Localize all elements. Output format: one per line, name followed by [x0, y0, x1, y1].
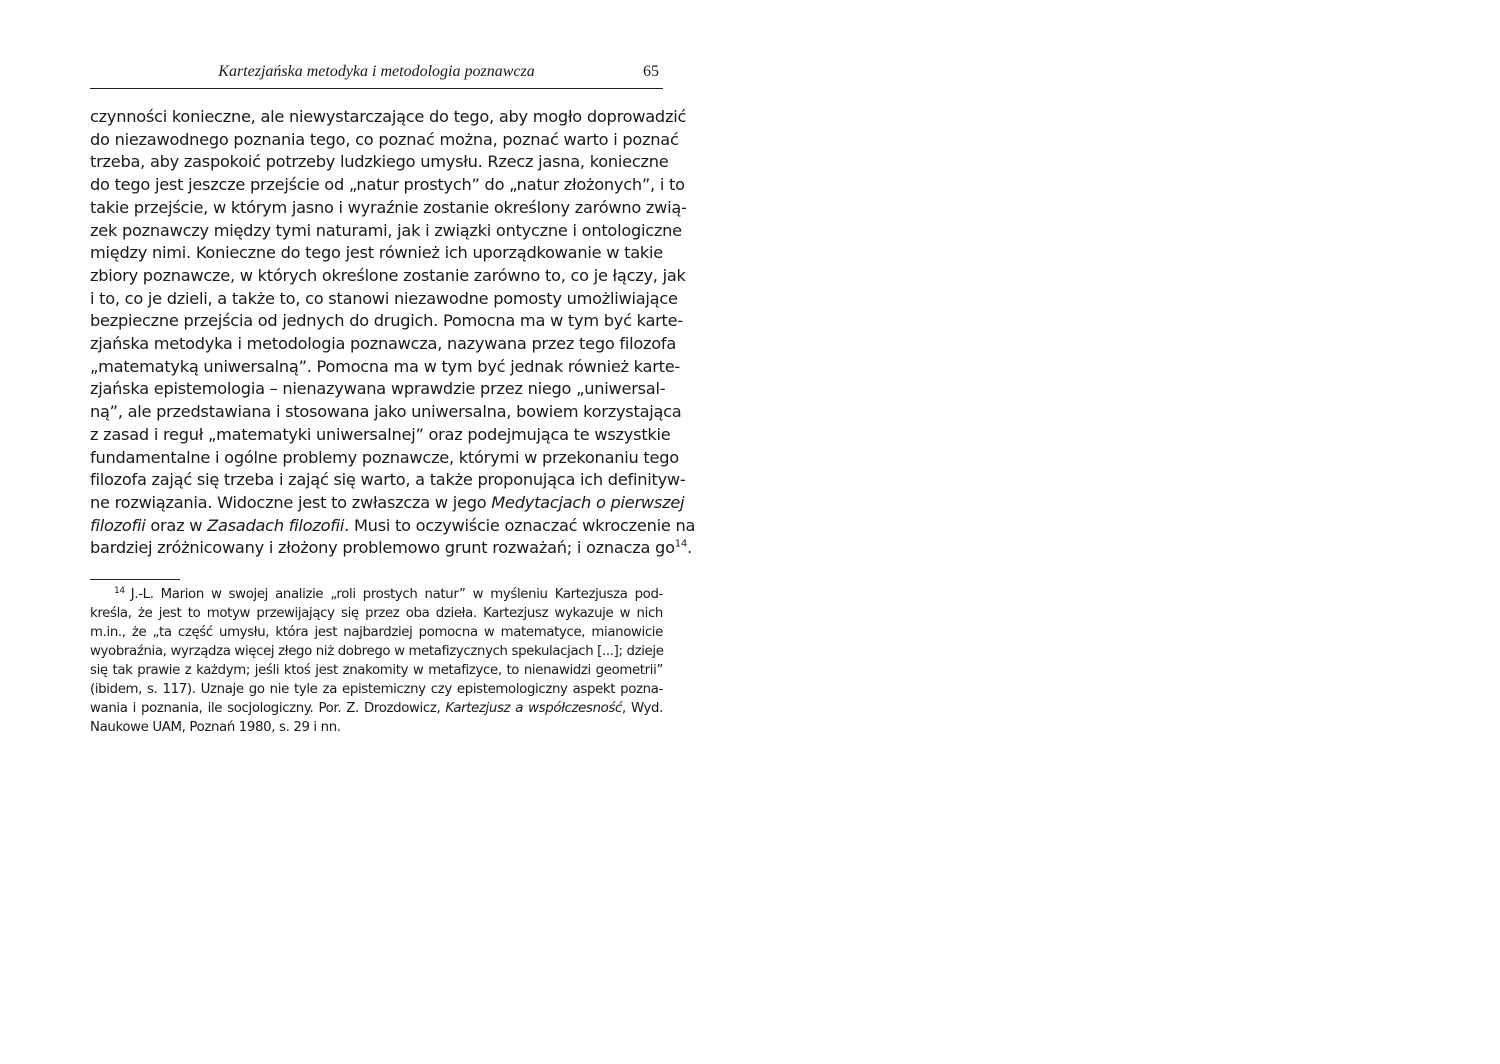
- paragraph-line: takie przejście, w którym jasno i wyraźnie zostanie określony zarówno zwią-: [90, 197, 687, 217]
- footnote-line: [90, 585, 663, 604]
- paragraph-line: zbiory poznawcze, w których określone zostanie zarówno to, co je łączy, jak: [90, 265, 686, 285]
- footnote-line: Naukowe UAM, Poznań 1980, s. 29 i nn.: [90, 720, 341, 736]
- book-page: [90, 60, 696, 737]
- paragraph-line: [90, 537, 692, 560]
- book-title-meditations-cont: filozofii: [90, 515, 146, 535]
- footnote-line: kreśla, że jest to motyw przewijający się przez oba dzieła. Kartezjusz wykazuje w nich: [90, 606, 663, 622]
- line-text: bardziej zróżnicowany i złożony problemowo grunt rozważań; i oznacza go: [90, 538, 675, 558]
- running-header: [90, 60, 663, 89]
- line-text: ne rozwiązania. Widoczne jest to zwłaszcza w jego: [90, 492, 492, 512]
- main-paragraph: [90, 106, 696, 560]
- footnote-line: (ibidem, s. 117). Uznaje go nie tyle za epistemiczny czy epistemologiczny aspekt pozna-: [90, 682, 663, 698]
- paragraph-line: do tego jest jeszcze przejście od „natur prostych” do „natur złożonych”, i to: [90, 175, 685, 195]
- line-text: .: [686, 538, 692, 558]
- paragraph-line: ną”, ale przedstawiana i stosowana jako uniwersalna, bowiem korzystająca: [90, 402, 682, 422]
- paragraph-line: zjańska metodyka i metodologia poznawcza, nazywana przez tego filozofa: [90, 334, 677, 354]
- footnote-line: się tak prawie z każdym; jeśli ktoś jest znakomity w metafizyce, to nienawidzi geometrii”: [90, 663, 663, 679]
- page-number: 65: [643, 63, 659, 80]
- footnote-line: [90, 699, 663, 718]
- footnote-divider: [90, 579, 180, 580]
- line-text: . Musi to oczywiście oznaczać wkroczenie na: [344, 515, 696, 535]
- cited-book-title: Kartezjusz a współczesność: [445, 701, 622, 717]
- paragraph-line: bezpieczne przejścia od jednych do drugich. Pomocna ma w tym być karte-: [90, 311, 683, 331]
- paragraph-line: fundamentalne i ogólne problemy poznawcze, którymi w przekonaniu tego: [90, 447, 679, 467]
- paragraph-line: trzeba, aby zaspokoić potrzeby ludzkiego umysłu. Rzecz jasna, konieczne: [90, 152, 669, 172]
- paragraph-line: czynności konieczne, ale niewystarczające do tego, aby mogło doprowadzić: [90, 107, 687, 126]
- paragraph-line: filozofa zająć się trzeba i zająć się warto, a także proponująca ich definityw-: [90, 470, 686, 490]
- footnote-number: 14: [114, 585, 125, 596]
- paragraph-line: i to, co je dzieli, a także to, co stanowi niezawodne pomosty umożliwiające: [90, 288, 678, 308]
- footnote-text: , Wyd.: [621, 701, 663, 717]
- footnote-text: J.-L. Marion w swojej analizie „roli prostych natur” w myśleniu Kartezjusza pod-: [130, 587, 663, 603]
- book-title-meditations: Medytacjach o pierwszej: [491, 492, 685, 512]
- footnote-line: m.in., że „ta część umysłu, która jest najbardziej pomocna w matematyce, mianowicie: [90, 625, 663, 641]
- paragraph-line: z zasad i reguł „matematyki uniwersalnej” oraz podejmująca te wszystkie: [90, 424, 671, 444]
- footnote: [90, 585, 663, 737]
- footnote-line: wyobraźnia, wyrządza więcej złego niż dobrego w metafizycznych spekulacjach [...]; dzieje: [90, 644, 664, 660]
- paragraph-line: zek poznawczy między tymi naturami, jak i związki ontyczne i ontologiczne: [90, 220, 682, 240]
- paragraph-line: do niezawodnego poznania tego, co poznać można, poznać warto i poznać: [90, 129, 679, 149]
- line-text: oraz w: [145, 515, 208, 535]
- paragraph-line: [90, 492, 685, 515]
- book-title-principles: Zasadach filozofii: [207, 515, 345, 535]
- paragraph-line: zjańska epistemologia – nienazywana wprawdzie przez niego „uniwersal-: [90, 379, 666, 399]
- paragraph-line: „matematyką uniwersalną”. Pomocna ma w tym być jednak również karte-: [90, 356, 680, 376]
- paragraph-line: między nimi. Konieczne do tego jest również ich uporządkowanie w takie: [90, 243, 663, 263]
- footnote-reference[interactable]: 14: [674, 538, 687, 550]
- paragraph-line: [90, 515, 696, 538]
- running-title: Kartezjańska metodyka i metodologia poznawcza: [218, 63, 535, 80]
- footnote-text: wania i poznania, ile socjologiczny. Por. Z. Drozdowicz,: [90, 701, 446, 717]
